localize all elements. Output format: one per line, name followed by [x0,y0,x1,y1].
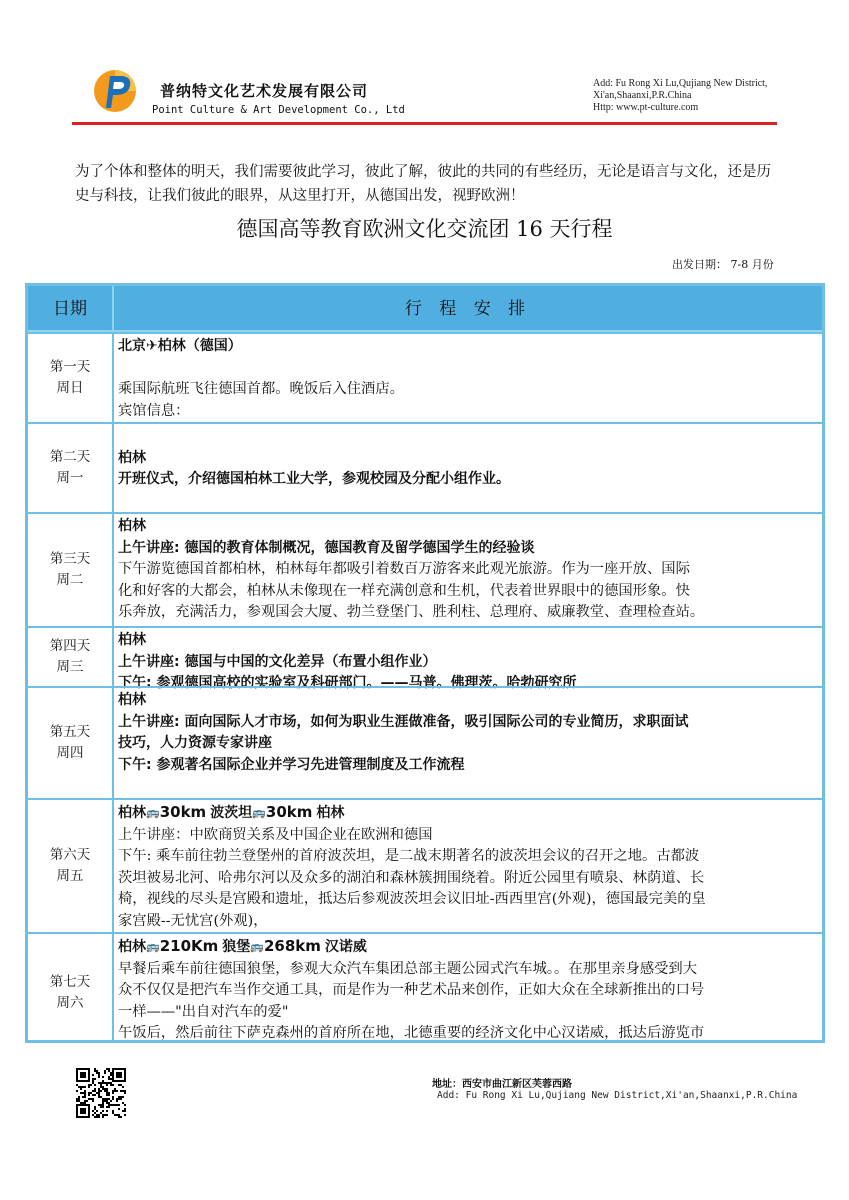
plan-line: 下午: 参观著名国际企业并学习先进管理制度及工作流程 [118,756,465,773]
route-d2: 30km [265,803,313,821]
weekday-label: 周二 [56,572,84,588]
footer-address-cn: 地址：西安市曲江新区芙蓉西路 [432,1079,572,1090]
header-address [593,78,767,114]
plan-line: 椅，视线的尽头是宫殿和遗址，抵达后参观波茨坦会议旧址-西西里宫(外观)，德国最完美的皇 [118,891,706,907]
day-cell [28,424,114,512]
itinerary-row [28,686,822,798]
plan-line: 上午讲座：中欧商贸关系及中国企业在欧洲和德国 [118,826,433,843]
day-label: 第四天 [49,638,91,654]
route-mid: 狼堡 [222,939,251,955]
table-header [28,286,822,332]
address-line: Add: Fu Rong Xi Lu,Qujiang New District, [593,78,768,89]
weekday-label: 周六 [56,995,84,1011]
company-name-cn: 普纳特文化艺术发展有限公司 [160,82,369,100]
plan-cell [116,934,820,1043]
plan-cell [116,514,820,624]
website-line: Http: www.pt-culture.com [593,102,699,113]
qr-code-icon [76,1068,126,1118]
plan-line: 午饭后，然后前往下萨克森州的首府所在地，北德重要的经济文化中心汉诺威，抵达后游览市 [118,1025,705,1041]
itinerary-row [28,512,822,626]
plan-cell [116,334,820,422]
day-label: 第三天 [49,551,91,567]
departure-date: 出发日期： 7-8 月份 [672,258,774,271]
route-d1: 30km [159,803,207,821]
weekday-label: 周日 [56,380,84,396]
plan-line: 乐奔放，充满活力，参观国会大厦、勃兰登堡门、胜利柱、总理府、威廉教堂、查理检查站。 [118,604,705,620]
itinerary-row [28,332,822,422]
plan-line: 上午讲座: 德国的教育体制概况，德国教育及留学德国学生的经验谈 [118,539,535,556]
plan-line: 柏林 [118,449,146,466]
bus-icon: 🚌 [146,940,160,953]
blank-line [118,358,820,380]
plan-line: 技巧，人力资源专家讲座 [118,735,272,751]
plan-line: 下午: 参观德国高校的实验室及科研部门。——马普。佛理茨。哈勃研究所 [118,675,577,691]
route-from: 柏林 [118,939,146,955]
route-d2: 268km [263,937,321,955]
bus-icon: 🚌 [252,806,266,819]
plan-line: 上午讲座: 面向国际人才市场，如何为职业生涯做准备，吸引国际公司的专业简历，求职面试 [118,713,689,730]
day-label: 第七天 [49,974,91,990]
company-logo-icon [92,68,138,114]
itinerary-row [28,626,822,691]
itinerary-row [28,798,822,932]
plan-line: 一样——"出自对汽车的爱" [118,1003,289,1020]
plan-line: 柏林 [118,518,146,534]
route-line [118,936,820,959]
day-cell [28,934,114,1043]
plan-line: 早餐后乘车前往德国狼堡，参观大众汽车集团总部主题公园式汽车城。。在那里亲身感受到大 [118,960,698,977]
plan-cell [116,628,820,695]
company-name-en: Point Culture & Art Development Co., Ltd [152,104,405,116]
plan-line: 上午讲座: 德国与中国的文化差异（布置小组作业） [118,653,437,670]
blank-line [118,426,820,448]
bus-icon: 🚌 [250,940,264,953]
header-plan: 行 程 安 排 [404,299,532,319]
day-cell [28,800,114,932]
route-line [118,802,820,825]
weekday-label: 周三 [56,659,84,675]
header-divider [72,122,777,125]
plan-line: 下午: 乘车前往勃兰登堡州的首府波茨坦，是二战末期著名的波茨坦会议的召开之地。古都波 [118,848,700,864]
bus-icon: 🚌 [146,806,160,819]
route-from: 柏林 [118,805,146,821]
plan-line: 柏林 [118,692,146,708]
day-label: 第一天 [49,359,91,375]
plan-line: 众不仅仅是把汽车当作交通工具，而是作为一种艺术品来创作，正如大众在全球新推出的口号 [118,982,705,998]
route-to: 汉诺威 [324,939,367,955]
day-label: 第六天 [49,847,91,863]
plan-line: 化和好客的大都会，柏林从未像现在一样充满创意和生机，代表着世界眼中的德国形象。快 [118,582,690,599]
page-title: 德国高等教育欧洲文化交流团 16 天行程 [236,217,613,241]
day-cell [28,514,114,626]
route-d1: 210Km [159,937,219,955]
route-to: 柏林 [316,805,345,821]
footer-address-en: Add: Fu Rong Xi Lu,Qujiang New District,Xi'an,Shaanxi,P.R.China [437,1090,798,1101]
plan-line: 开班仪式，介绍德国柏林工业大学，参观校园及分配小组作业。 [118,471,510,487]
itinerary-table [25,283,825,1043]
plan-cell [116,800,820,932]
route-mid: 波茨坦 [210,805,253,821]
weekday-label: 周四 [56,745,84,761]
day-cell [28,334,114,422]
plan-cell [116,688,820,776]
day-label: 第五天 [49,724,91,740]
itinerary-row [28,422,822,512]
intro-paragraph: 为了个体和整体的明天，我们需要彼此学习，彼此了解，彼此的共同的有些经历，无论是语言与文化，还是历史与科技，让我们彼此的眼界，从这里打开，从德国出发，视野欧洲！ [75,164,771,204]
plan-line: 柏林 [118,632,146,648]
day-cell [28,688,114,798]
plan-line: 茨坦被易北河、哈弗尔河以及众多的湖泊和森林簇拥围绕着。附近公园里有喷泉、林荫道、长 [118,869,705,886]
itinerary-row [28,932,822,1043]
weekday-label: 周一 [56,470,84,486]
plan-line: 乘国际航班飞往德国首都。晚饭后入住酒店。 [118,381,404,397]
weekday-label: 周五 [56,868,84,884]
day-cell [28,628,114,686]
letterhead [0,0,849,130]
plan-cell [116,424,820,491]
address-line: Xi'an,Shaanxi,P.R.China [593,90,692,101]
header-day: 日期 [28,286,114,332]
day-label: 第二天 [49,449,91,465]
plan-line: 北京✈柏林（德国） [118,338,242,354]
plan-line: 家宫殿--无忧宫(外观)， [118,912,268,929]
plan-line: 下午游览德国首都柏林，柏林每年都吸引着数百万游客来此观光旅游。作为一座开放、国际 [118,561,690,577]
plan-line: 宾馆信息： [118,402,190,419]
